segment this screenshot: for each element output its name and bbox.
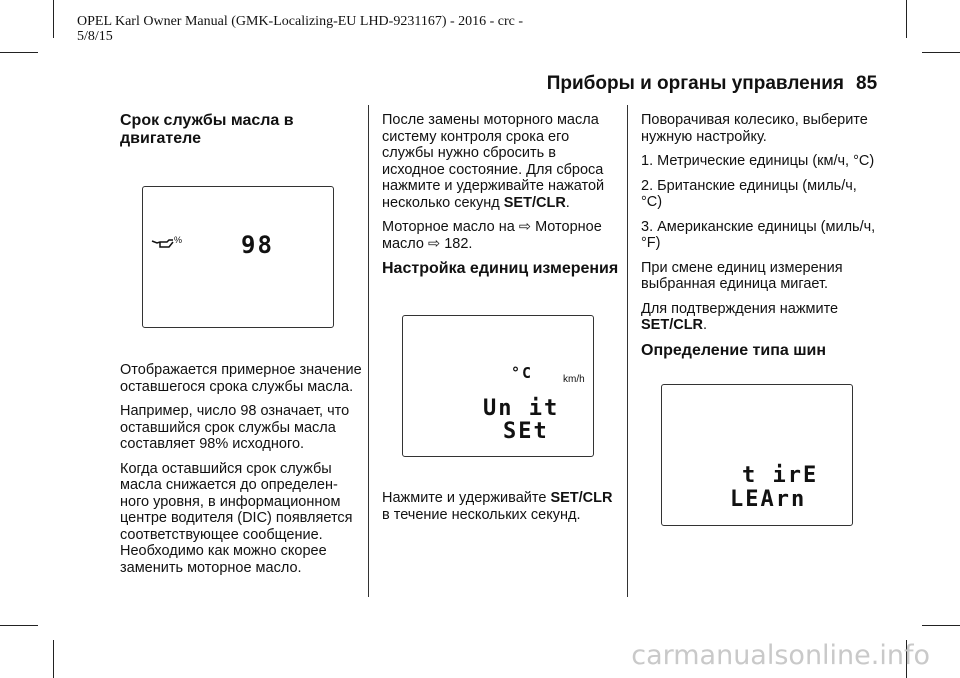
units-display bbox=[402, 315, 594, 457]
unit-line-1: Un it bbox=[483, 396, 560, 421]
watermark: carmanualsonline.info bbox=[631, 640, 930, 671]
period: . bbox=[703, 317, 708, 333]
crop-mark bbox=[906, 0, 907, 38]
period: . bbox=[565, 194, 570, 211]
column-divider bbox=[627, 105, 628, 597]
header-note bbox=[77, 14, 523, 44]
column-2-bottom bbox=[382, 490, 620, 531]
paragraph: Поворачивая колесико, выберите нужную настройку. bbox=[641, 112, 868, 145]
column-3 bbox=[641, 112, 881, 360]
oil-can-icon bbox=[151, 237, 175, 251]
tire-learn-display bbox=[661, 384, 853, 526]
section-heading-tire-type: Определение типа шин bbox=[641, 341, 827, 359]
set-clr-label: SET/CLR bbox=[503, 194, 566, 211]
crop-mark bbox=[53, 640, 54, 678]
column-2 bbox=[382, 112, 620, 278]
unit-line-2: SEt bbox=[503, 419, 549, 444]
set-clr-label: SET/CLR bbox=[641, 317, 704, 333]
paragraph: 1. Метрические единицы (км/ч, °C) bbox=[641, 153, 875, 169]
tire-line-2: LEArn bbox=[730, 487, 807, 512]
engine-oil-link[interactable]: Моторное масло bbox=[382, 219, 602, 252]
column-1 bbox=[120, 112, 360, 148]
oil-life-display bbox=[142, 186, 334, 328]
paragraph: Когда оставшийся срок службы масла снижается до определен-ного уровня, в информационном центре водителя (DIC) появляется соответствующее сообщение. Необходимо как можно скорее заменить моторное масло. bbox=[120, 460, 353, 576]
paragraph: 3. Американские единицы (миль/ч, °F) bbox=[641, 218, 876, 251]
tire-line-1: t irE bbox=[742, 463, 819, 488]
speed-unit-indicator: km/h bbox=[563, 374, 585, 385]
paragraph: При смене единиц измерения выбранная единица мигает. bbox=[641, 259, 843, 292]
confirm-text: Для подтверждения нажмите bbox=[641, 300, 839, 317]
set-clr-label: SET/CLR bbox=[550, 490, 613, 506]
column-divider bbox=[368, 105, 369, 597]
page-reference[interactable]: 182. bbox=[444, 235, 473, 252]
reference-arrow-icon: ⇨ bbox=[518, 219, 532, 235]
reference-arrow-icon: ⇨ bbox=[428, 235, 441, 252]
paragraph: Например, число 98 означает, что оставшийся срок службы масла составляет 98% исходного. bbox=[120, 403, 350, 452]
paragraph bbox=[641, 301, 881, 334]
paragraph: 2. Британские единицы (миль/ч, °C) bbox=[641, 177, 857, 210]
paragraph: Отображается примерное значение оставшегося срока службы масла. bbox=[120, 362, 362, 395]
temp-unit-indicator: °C bbox=[511, 364, 534, 382]
section-title: Приборы и органы управления bbox=[546, 73, 844, 94]
oil-life-unit: % bbox=[174, 235, 183, 245]
crop-mark bbox=[0, 625, 38, 626]
paragraph bbox=[382, 490, 620, 523]
column-1-text bbox=[120, 362, 362, 584]
section-heading-units: Настройка единиц измерения bbox=[382, 260, 619, 277]
crop-mark bbox=[53, 0, 54, 38]
page-number: 85 bbox=[856, 73, 878, 94]
header-note-line2: 5/8/15 bbox=[77, 29, 113, 44]
oil-life-value: 98 bbox=[241, 231, 274, 259]
engine-oil-text: Моторное масло на bbox=[382, 219, 515, 235]
crop-mark bbox=[922, 625, 960, 626]
paragraph bbox=[382, 112, 620, 211]
several-seconds-text: в течение нескольких секунд. bbox=[382, 506, 581, 523]
press-hold-text: Нажмите и удерживайте bbox=[382, 490, 547, 506]
header-note-line1: OPEL Karl Owner Manual (GMK-Localizing-EU LHD-9231167) - 2016 - crc - bbox=[77, 14, 524, 29]
section-heading-oil-life: Срок службы масла в двигателе bbox=[120, 112, 294, 147]
paragraph bbox=[382, 219, 620, 252]
crop-mark bbox=[922, 52, 960, 53]
crop-mark bbox=[0, 52, 38, 53]
reset-text: После замены моторного масла систему контроля срока его службы нужно сбросить в исходное состояние. Для сброса нажмите и удерживайте нажатой несколько секунд bbox=[382, 112, 605, 211]
